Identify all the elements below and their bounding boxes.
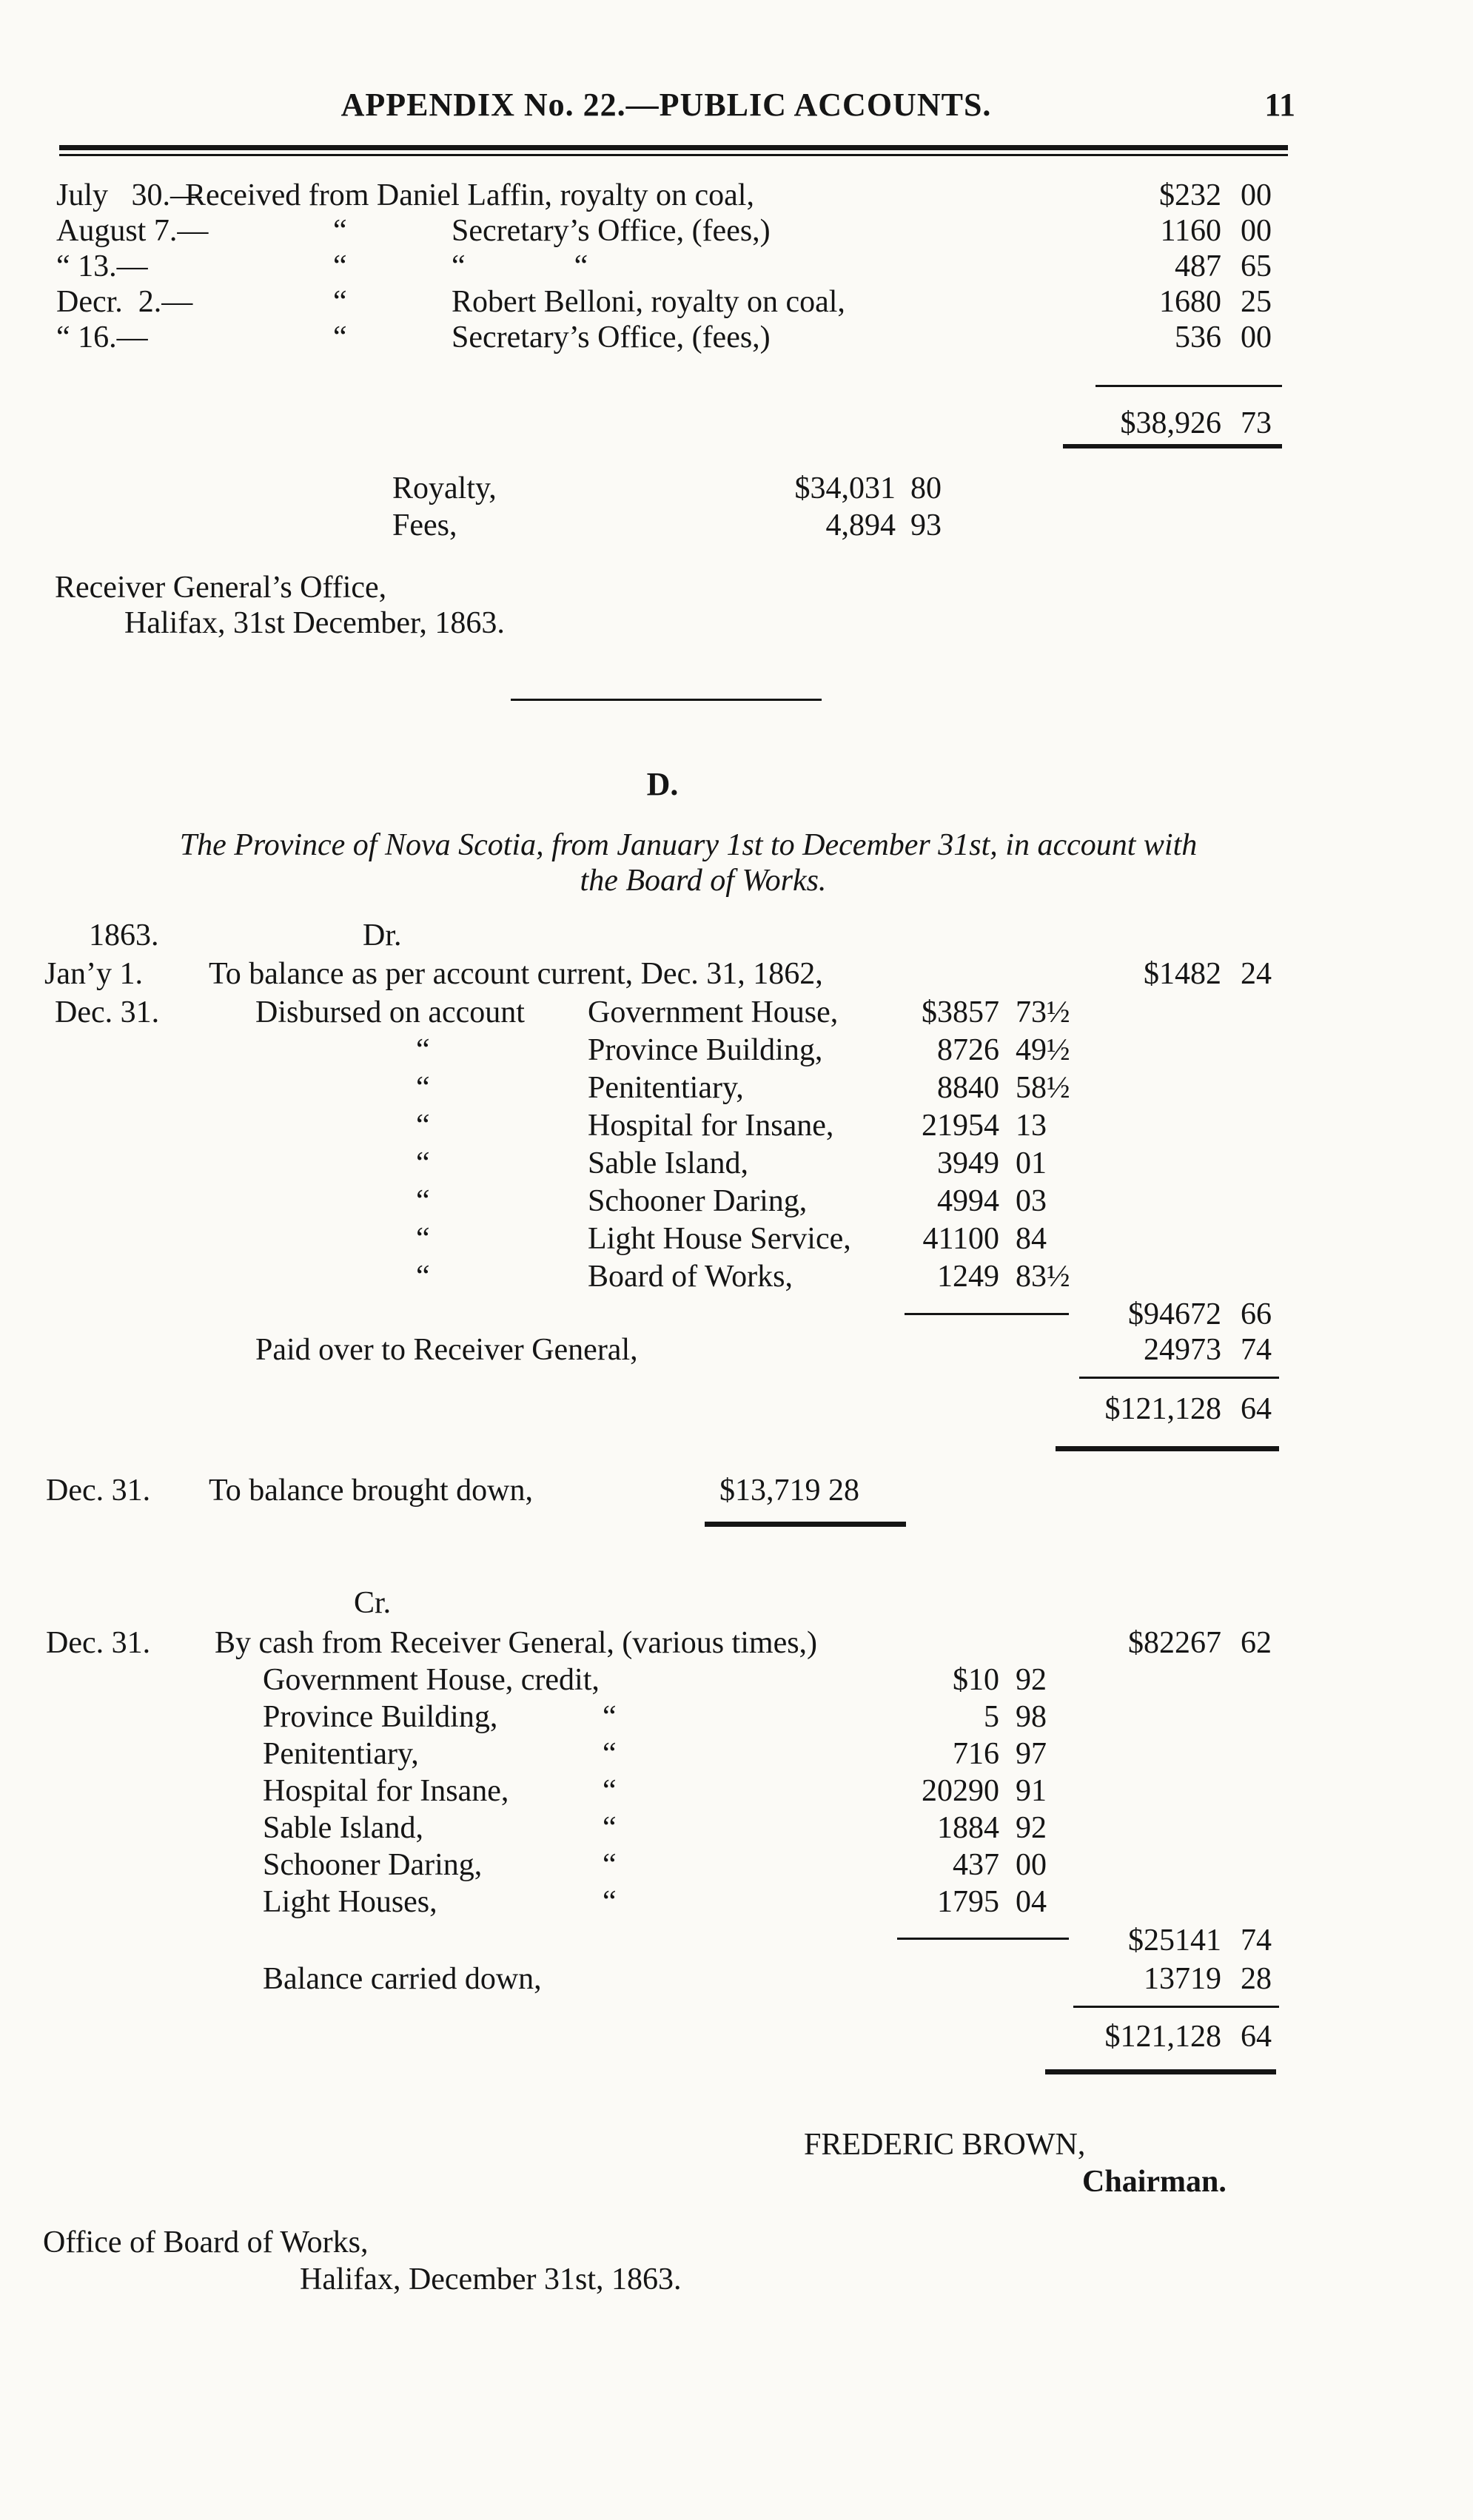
- receiver-office: Receiver General’s Office,: [55, 571, 387, 605]
- disbursement-cents: 01: [1016, 1146, 1047, 1180]
- ditto-mark: “: [333, 285, 347, 319]
- cr-total-cents: 64: [1241, 2020, 1272, 2054]
- ditto-mark: “: [416, 1146, 430, 1180]
- brought-down-rule: [705, 1522, 906, 1527]
- section-divider: [511, 699, 822, 701]
- dr-total-cents: 64: [1241, 1392, 1272, 1426]
- credit-name: Schooner Daring,: [263, 1848, 483, 1882]
- ditto-mark: “: [416, 1222, 430, 1256]
- entry-cents: 00: [1241, 214, 1272, 248]
- disbursed-subtotal-rule: [905, 1313, 1069, 1315]
- disbursed-total-dollars: $94672: [1128, 1297, 1221, 1331]
- ditto-mark: “: [416, 1033, 430, 1067]
- disbursement-cents: 73½: [1016, 995, 1070, 1029]
- signature-title: Chairman.: [1082, 2165, 1227, 2199]
- credit-cents: 04: [1016, 1885, 1047, 1919]
- top-total-dollars: $38,926: [1120, 406, 1221, 440]
- top-total-rule: [1095, 385, 1282, 387]
- ditto-mark: “: [603, 1811, 617, 1845]
- summary-fees-dollars: 4,894: [825, 508, 896, 542]
- disbursement-dollars: 1249: [937, 1260, 999, 1294]
- disbursement-cents: 58½: [1016, 1071, 1070, 1105]
- entry-dollars: 1680: [1159, 285, 1221, 319]
- entry-dollars: 1160: [1160, 214, 1221, 248]
- ditto-mark: “: [416, 1109, 430, 1143]
- ditto-mark: “: [603, 1774, 617, 1808]
- entry-cents: 65: [1241, 249, 1272, 283]
- entry-date: August 7.—: [56, 214, 209, 248]
- signature-name: FREDERIC BROWN,: [804, 2128, 1086, 2162]
- board-place-date: Halifax, December 31st, 1863.: [300, 2262, 682, 2296]
- credit-name: Government House, credit,: [263, 1663, 600, 1697]
- credit-cents: 00: [1016, 1848, 1047, 1882]
- disbursement-cents: 49½: [1016, 1033, 1070, 1067]
- disbursement-cents: 13: [1016, 1109, 1047, 1143]
- disbursement-name: Government House,: [588, 995, 839, 1029]
- cr-first-dollars: $82267: [1128, 1626, 1221, 1660]
- page-number: 11: [1264, 87, 1295, 123]
- section-heading-line1: The Province of Nova Scotia, from January 1st to December 31st, in account with: [179, 828, 1198, 862]
- top-total-double-rule: [1063, 444, 1282, 448]
- credit-dollars: 437: [953, 1848, 999, 1882]
- disbursement-dollars: 3949: [937, 1146, 999, 1180]
- credits-total-dollars: $25141: [1128, 1923, 1221, 1958]
- disbursed-prefix: Disbursed on account: [255, 995, 525, 1029]
- entry-dollars: $232: [1159, 178, 1221, 212]
- disbursement-dollars: 8726: [937, 1033, 999, 1067]
- disbursement-dollars: 21954: [922, 1109, 999, 1143]
- brought-down-label: To balance brought down,: [209, 1474, 533, 1508]
- credit-dollars: 20290: [922, 1774, 999, 1808]
- cr-first-desc: By cash from Receiver General, (various times,): [215, 1626, 818, 1660]
- entry-cents: 00: [1241, 320, 1272, 355]
- entry-detail: “ “: [452, 249, 588, 283]
- disbursed-date: Dec. 31.: [55, 995, 160, 1029]
- disbursement-name: Sable Island,: [588, 1146, 748, 1180]
- summary-fees-label: Fees,: [392, 508, 457, 542]
- dr-total-rule: [1079, 1377, 1279, 1379]
- entry-detail: Secretary’s Office, (fees,): [452, 320, 771, 355]
- disbursement-name: Province Building,: [588, 1033, 823, 1067]
- disbursed-total-cents: 66: [1241, 1297, 1272, 1331]
- brought-down-amount: $13,719 28: [719, 1474, 859, 1508]
- credit-cents: 97: [1016, 1737, 1047, 1771]
- credits-total-cents: 74: [1241, 1923, 1272, 1958]
- credit-cents: 92: [1016, 1811, 1047, 1845]
- dr-total-dollars: $121,128: [1104, 1392, 1221, 1426]
- entry-date: Decr. 2.—: [56, 285, 193, 319]
- disbursement-cents: 84: [1016, 1222, 1047, 1256]
- receiver-place-date: Halifax, 31st December, 1863.: [124, 606, 505, 640]
- entry-dollars: 487: [1175, 249, 1221, 283]
- disbursement-dollars: 8840: [937, 1071, 999, 1105]
- ditto-mark: “: [416, 1071, 430, 1105]
- disbursement-dollars: 4994: [937, 1184, 999, 1218]
- year-label: 1863.: [89, 918, 159, 952]
- ditto-mark: “: [333, 214, 347, 248]
- credit-cents: 91: [1016, 1774, 1047, 1808]
- credit-dollars: 1884: [937, 1811, 999, 1845]
- summary-royalty-dollars: $34,031: [794, 471, 896, 505]
- credit-cents: 98: [1016, 1700, 1047, 1734]
- disbursement-name: Board of Works,: [588, 1260, 793, 1294]
- cr-total-rule: [1073, 2006, 1279, 2008]
- summary-fees-cents: 93: [910, 508, 942, 542]
- credit-dollars: 1795: [937, 1885, 999, 1919]
- credits-subtotal-rule: [897, 1938, 1069, 1940]
- summary-royalty-label: Royalty,: [392, 471, 497, 505]
- disbursement-name: Light House Service,: [588, 1222, 851, 1256]
- carried-down-cents: 28: [1241, 1962, 1272, 1996]
- entry-cents: 25: [1241, 285, 1272, 319]
- credit-dollars: 716: [953, 1737, 999, 1771]
- cr-first-cents: 62: [1241, 1626, 1272, 1660]
- credit-name: Light Houses,: [263, 1885, 437, 1919]
- section-heading-line2: the Board of Works.: [580, 864, 827, 898]
- credit-dollars: $10: [953, 1663, 999, 1697]
- disbursement-name: Penitentiary,: [588, 1071, 744, 1105]
- entry-dollars: 536: [1175, 320, 1221, 355]
- cr-total-dollars: $121,128: [1104, 2020, 1221, 2054]
- entry-date: “ 13.—: [56, 249, 148, 283]
- opening-date: Jan’y 1.: [44, 957, 143, 991]
- paid-over-cents: 74: [1241, 1333, 1272, 1367]
- section-letter: D.: [646, 766, 679, 802]
- ditto-mark: “: [603, 1737, 617, 1771]
- dr-total-double-rule: [1056, 1446, 1279, 1451]
- credit-name: Hospital for Insane,: [263, 1774, 509, 1808]
- opening-cents: 24: [1241, 957, 1272, 991]
- carried-down-label: Balance carried down,: [263, 1962, 542, 1996]
- entry-description: Received from Daniel Laffin, royalty on coal,: [185, 178, 754, 212]
- ditto-mark: “: [603, 1885, 617, 1919]
- page-header-title: APPENDIX No. 22.—PUBLIC ACCOUNTS.: [340, 87, 992, 123]
- header-double-rule: [59, 145, 1288, 156]
- ditto-mark: “: [333, 249, 347, 283]
- disbursement-name: Schooner Daring,: [588, 1184, 808, 1218]
- credit-dollars: 5: [984, 1700, 999, 1734]
- paid-over-dollars: 24973: [1144, 1333, 1221, 1367]
- entry-detail: Robert Belloni, royalty on coal,: [452, 285, 845, 319]
- disbursement-dollars: $3857: [922, 995, 999, 1029]
- opening-dollars: $1482: [1144, 957, 1221, 991]
- ditto-mark: “: [603, 1848, 617, 1882]
- entry-detail: Secretary’s Office, (fees,): [452, 214, 771, 248]
- disbursement-cents: 03: [1016, 1184, 1047, 1218]
- top-total-cents: 73: [1241, 406, 1272, 440]
- summary-royalty-cents: 80: [910, 471, 942, 505]
- ditto-mark: “: [603, 1700, 617, 1734]
- credit-cents: 92: [1016, 1663, 1047, 1697]
- disbursement-dollars: 41100: [922, 1222, 999, 1256]
- dr-label: Dr.: [363, 918, 402, 952]
- disbursement-cents: 83½: [1016, 1260, 1070, 1294]
- brought-down-date: Dec. 31.: [46, 1474, 151, 1508]
- ditto-mark: “: [333, 320, 347, 355]
- entry-cents: 00: [1241, 178, 1272, 212]
- credit-name: Sable Island,: [263, 1811, 423, 1845]
- ditto-mark: “: [416, 1260, 430, 1294]
- opening-desc: To balance as per account current, Dec. 31, 1862,: [209, 957, 823, 991]
- carried-down-dollars: 13719: [1144, 1962, 1221, 1996]
- ditto-mark: “: [416, 1184, 430, 1218]
- cr-first-date: Dec. 31.: [46, 1626, 151, 1660]
- credit-name: Penitentiary,: [263, 1737, 419, 1771]
- board-office: Office of Board of Works,: [43, 2225, 369, 2259]
- cr-label: Cr.: [354, 1586, 392, 1620]
- cr-total-double-rule: [1045, 2069, 1276, 2074]
- entry-date: July 30.—: [56, 178, 202, 212]
- paid-over-label: Paid over to Receiver General,: [255, 1333, 638, 1367]
- credit-name: Province Building,: [263, 1700, 498, 1734]
- disbursement-name: Hospital for Insane,: [588, 1109, 834, 1143]
- entry-date: “ 16.—: [56, 320, 148, 355]
